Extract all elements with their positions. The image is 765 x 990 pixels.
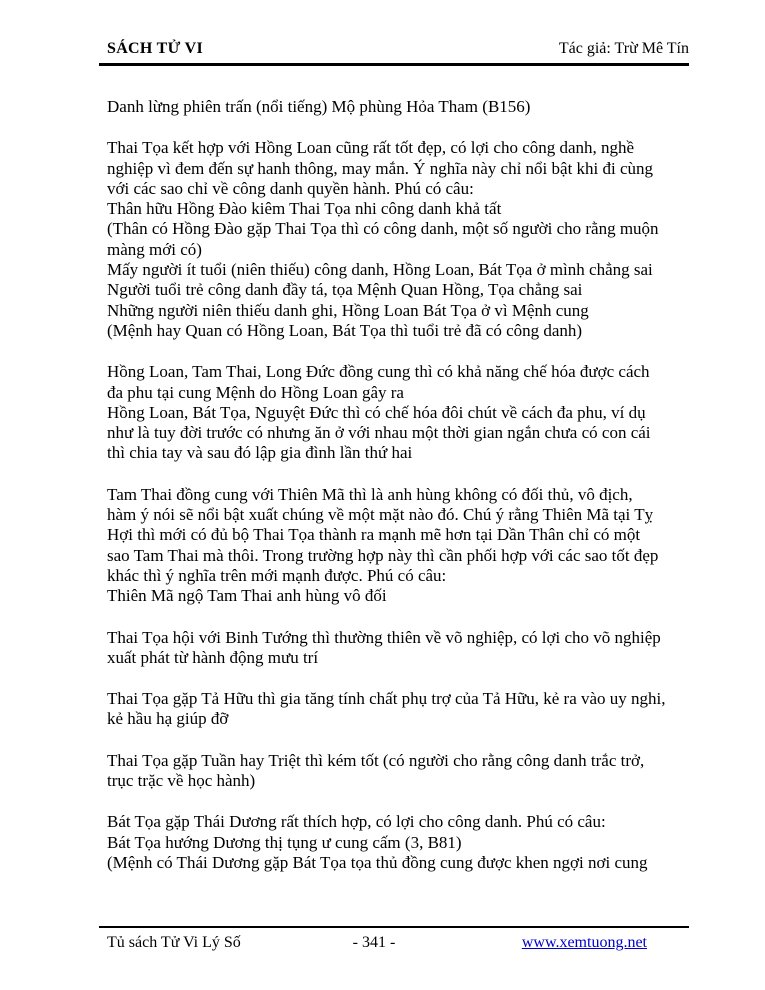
text-line: Bát Tọa hướng Dương thị tụng ư cung cấm (3, B81) <box>107 832 462 852</box>
text-line: Thai Tọa hội với Binh Tướng thì thường thiên về võ nghiệp, có lợi cho võ nghiệp <box>107 627 661 647</box>
text-line: nghiệp vì đem đến sự hanh thông, may mắn. Ý nghĩa này chỉ nổi bật khi đi cùng <box>107 158 654 178</box>
text-line: như là tuy đời trước có nhưng ăn ở với nhau một thời gian ngắn chưa có con cái <box>107 423 651 443</box>
text-line: Tam Thai đồng cung với Thiên Mã thì là anh hùng không có đối thủ, vô địch, <box>107 484 633 504</box>
text-line: Hồng Loan, Tam Thai, Long Đức đồng cung thì có khả năng chế hóa được cách <box>107 362 650 382</box>
text-line: sao Tam Thai mà thôi. Trong trường hợp này thì cần phối hợp với các sao tốt đẹp <box>107 545 659 565</box>
text-line: Danh lừng phiên trấn (nổi tiếng) Mộ phùng Hỏa Tham (B156) <box>107 97 531 116</box>
paragraph <box>107 751 725 792</box>
text-line: xuất phát từ hành động mưu trí <box>107 647 319 667</box>
text-line: đa phu tại cung Mệnh do Hồng Loan gây ra <box>107 382 404 402</box>
page-number: - 341 - <box>352 934 396 951</box>
page-header <box>99 40 689 66</box>
text-line: Thiên Mã ngộ Tam Thai anh hùng vô đối <box>107 586 387 606</box>
paragraph <box>107 689 725 730</box>
text-line: kẻ hầu hạ giúp đỡ <box>107 709 229 729</box>
page-body <box>107 97 725 894</box>
text-line: thì chia tay và sau đó lập gia đình lần thứ hai <box>107 443 413 463</box>
author-credit: Tác giả: Trừ Mê Tín <box>558 40 689 57</box>
book-title: SÁCH TỬ VI <box>107 40 204 57</box>
text-line: hàm ý nói sẽ nổi bật xuất chúng về một mặt nào đó. Chú ý rằng Thiên Mã tại Tỵ <box>107 505 654 525</box>
text-line: (Mệnh hay Quan có Hồng Loan, Bát Tọa thì tuổi trẻ đã có công danh) <box>107 320 583 340</box>
paragraph <box>107 138 725 341</box>
text-line: màng mới có) <box>107 239 202 259</box>
text-line: với các sao chỉ về công danh quyền hành. Phú có câu: <box>107 178 474 198</box>
paragraph <box>107 97 725 117</box>
text-line: Bát Tọa gặp Thái Dương rất thích hợp, có lợi cho công danh. Phú có câu: <box>107 812 606 832</box>
paragraph <box>107 485 725 607</box>
text-line: Người tuổi trẻ công danh đầy tá, tọa Mệnh Quan Hồng, Tọa chẳng sai <box>107 280 583 300</box>
text-line: (Mệnh có Thái Dương gặp Bát Tọa tọa thủ đồng cung được khen ngợi nơi cung <box>107 852 648 872</box>
paragraph <box>107 812 725 873</box>
paragraph <box>107 628 725 669</box>
page-footer <box>99 926 689 952</box>
text-line: Mấy người ít tuổi (niên thiếu) công danh, Hồng Loan, Bát Tọa ở mình chẳng sai <box>107 260 653 280</box>
text-line: Hồng Loan, Bát Tọa, Nguyệt Đức thì có chế hóa đôi chút về cách đa phu, ví dụ <box>107 402 646 422</box>
website-link[interactable]: www.xemtuong.net <box>521 934 647 951</box>
text-line: trục trặc về học hành) <box>107 771 256 791</box>
text-line: Thai Tọa kết hợp với Hồng Loan cũng rất tốt đẹp, có lợi cho công danh, nghề <box>107 138 635 158</box>
text-line: Thai Tọa gặp Tả Hữu thì gia tăng tính chất phụ trợ của Tả Hữu, kẻ ra vào uy nghi, <box>107 689 666 709</box>
text-line: Những người niên thiếu danh ghi, Hồng Loan Bát Tọa ở vì Mệnh cung <box>107 300 589 320</box>
text-line: (Thân có Hồng Đào gặp Thai Tọa thì có công danh, một số người cho rằng muộn <box>107 219 659 239</box>
text-line: Thân hữu Hồng Đào kiêm Thai Tọa nhi công danh khả tất <box>107 199 502 219</box>
paragraph <box>107 362 725 463</box>
text-line: Thai Tọa gặp Tuần hay Triệt thì kém tốt (có người cho rằng công danh trắc trở, <box>107 750 645 770</box>
text-line: Hợi thì mới có đủ bộ Thai Tọa thành ra mạnh mẽ hơn tại Dần Thân chỉ có một <box>107 525 641 545</box>
text-line: khác thì ý nghĩa trên mới mạnh được. Phú có câu: <box>107 565 447 585</box>
series-title: Tủ sách Tử Vi Lý Số <box>107 934 241 951</box>
